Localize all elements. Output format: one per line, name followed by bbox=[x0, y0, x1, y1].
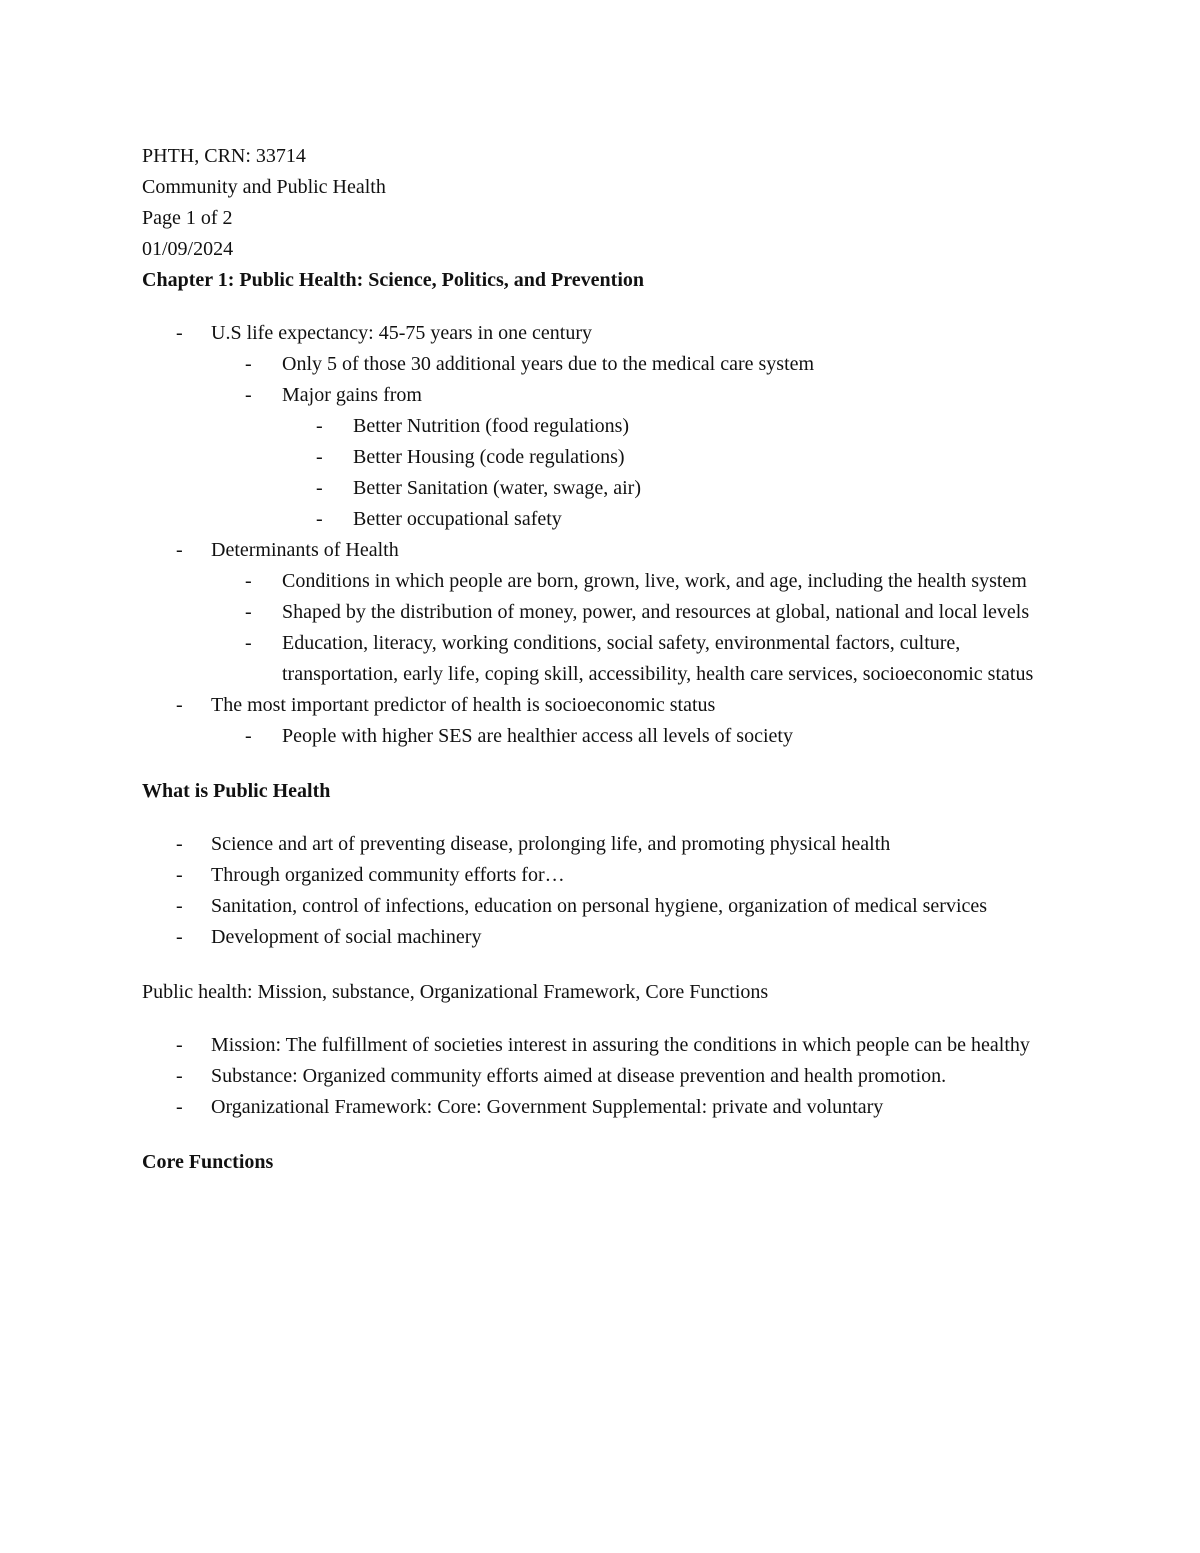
list-item-text: Education, literacy, working conditions, social safety, environmental factors, culture, transportation, early life, coping skill, accessibility, health care services, socioeconomic status bbox=[282, 632, 1034, 685]
list-item-text: Major gains from bbox=[282, 384, 422, 406]
bullet-dash: - bbox=[176, 895, 183, 917]
list-item bbox=[282, 504, 1062, 535]
list-item-text: Organizational Framework: Core: Government Supplemental: private and voluntary bbox=[211, 1096, 884, 1118]
list-item bbox=[142, 891, 1062, 922]
section-heading-what-is: What is Public Health bbox=[142, 780, 331, 802]
list-item-text: Through organized community efforts for… bbox=[211, 864, 565, 886]
spacer bbox=[142, 1123, 1062, 1147]
bullet-dash: - bbox=[245, 384, 252, 406]
list-item bbox=[211, 597, 1062, 628]
list-item-text: Better occupational safety bbox=[353, 508, 562, 530]
bullet-dash: - bbox=[176, 833, 183, 855]
bullet-dash: - bbox=[316, 477, 323, 499]
list-item-text: Determinants of Health bbox=[211, 539, 399, 561]
bullet-dash: - bbox=[176, 926, 183, 948]
list-item-text: People with higher SES are healthier access all levels of society bbox=[282, 725, 793, 747]
bullet-dash: - bbox=[245, 632, 252, 654]
section-heading-core-functions: Core Functions bbox=[142, 1151, 274, 1173]
bullet-dash: - bbox=[176, 864, 183, 886]
spacer bbox=[142, 953, 1062, 977]
list-item-text: The most important predictor of health is socioeconomic status bbox=[211, 694, 716, 716]
bullet-dash: - bbox=[245, 570, 252, 592]
bullet-dash: - bbox=[245, 353, 252, 375]
bullet-dash: - bbox=[176, 694, 183, 716]
bullet-dash: - bbox=[316, 508, 323, 530]
bullet-dash: - bbox=[316, 446, 323, 468]
bullet-dash: - bbox=[176, 1034, 183, 1056]
bullet-dash: - bbox=[245, 725, 252, 747]
page-number: Page 1 of 2 bbox=[142, 207, 233, 229]
list-item-text: Better Sanitation (water, swage, air) bbox=[353, 477, 641, 499]
bullet-dash: - bbox=[176, 322, 183, 344]
list-item bbox=[142, 1061, 1062, 1092]
bullet-dash: - bbox=[245, 601, 252, 623]
sub-list bbox=[211, 349, 1062, 535]
date: 01/09/2024 bbox=[142, 238, 234, 260]
chapter-heading: Chapter 1: Public Health: Science, Politics, and Prevention bbox=[142, 269, 645, 291]
sub-list bbox=[211, 566, 1062, 690]
bullet-dash: - bbox=[316, 415, 323, 437]
bullet-dash: - bbox=[176, 1096, 183, 1118]
spacer bbox=[142, 752, 1062, 776]
framework-list bbox=[142, 1030, 1062, 1123]
what-is-list bbox=[142, 829, 1062, 953]
list-item-text: Conditions in which people are born, grown, live, work, and age, including the health system bbox=[282, 570, 1027, 592]
list-item bbox=[142, 318, 1062, 535]
list-item bbox=[211, 721, 1062, 752]
list-item bbox=[211, 566, 1062, 597]
list-item bbox=[211, 380, 1062, 535]
list-item bbox=[142, 922, 1062, 953]
sub-list bbox=[211, 721, 1062, 752]
chapter-list bbox=[142, 318, 1062, 752]
list-item-text: U.S life expectancy: 45-75 years in one century bbox=[211, 322, 592, 344]
list-item-text: Mission: The fulfillment of societies interest in assuring the conditions in which people can be healthy bbox=[211, 1034, 1030, 1056]
course-title: Community and Public Health bbox=[142, 176, 386, 198]
list-item bbox=[282, 442, 1062, 473]
bullet-dash: - bbox=[176, 539, 183, 561]
list-item-text: Better Nutrition (food regulations) bbox=[353, 415, 630, 437]
list-item bbox=[142, 690, 1062, 752]
document-body bbox=[142, 141, 1062, 1178]
list-item-text: Sanitation, control of infections, education on personal hygiene, organization of medical services bbox=[211, 895, 988, 917]
list-item bbox=[142, 829, 1062, 860]
list-item bbox=[282, 473, 1062, 504]
list-item bbox=[211, 628, 1062, 690]
list-item-text: Science and art of preventing disease, prolonging life, and promoting physical health bbox=[211, 833, 891, 855]
list-item bbox=[142, 1030, 1062, 1061]
list-item-text: Shaped by the distribution of money, power, and resources at global, national and local levels bbox=[282, 601, 1030, 623]
framework-intro: Public health: Mission, substance, Organizational Framework, Core Functions bbox=[142, 981, 769, 1003]
bullet-dash: - bbox=[176, 1065, 183, 1087]
list-item bbox=[282, 411, 1062, 442]
list-item bbox=[211, 349, 1062, 380]
list-item bbox=[142, 535, 1062, 690]
list-item bbox=[142, 1092, 1062, 1123]
list-item-text: Substance: Organized community efforts aimed at disease prevention and health promotion. bbox=[211, 1065, 947, 1087]
list-item bbox=[142, 860, 1062, 891]
list-item-text: Development of social machinery bbox=[211, 926, 482, 948]
list-item-text: Better Housing (code regulations) bbox=[353, 446, 625, 468]
sub-sub-list bbox=[282, 411, 1062, 535]
list-item-text: Only 5 of those 30 additional years due to the medical care system bbox=[282, 353, 815, 375]
course-code: PHTH, CRN: 33714 bbox=[142, 145, 306, 167]
